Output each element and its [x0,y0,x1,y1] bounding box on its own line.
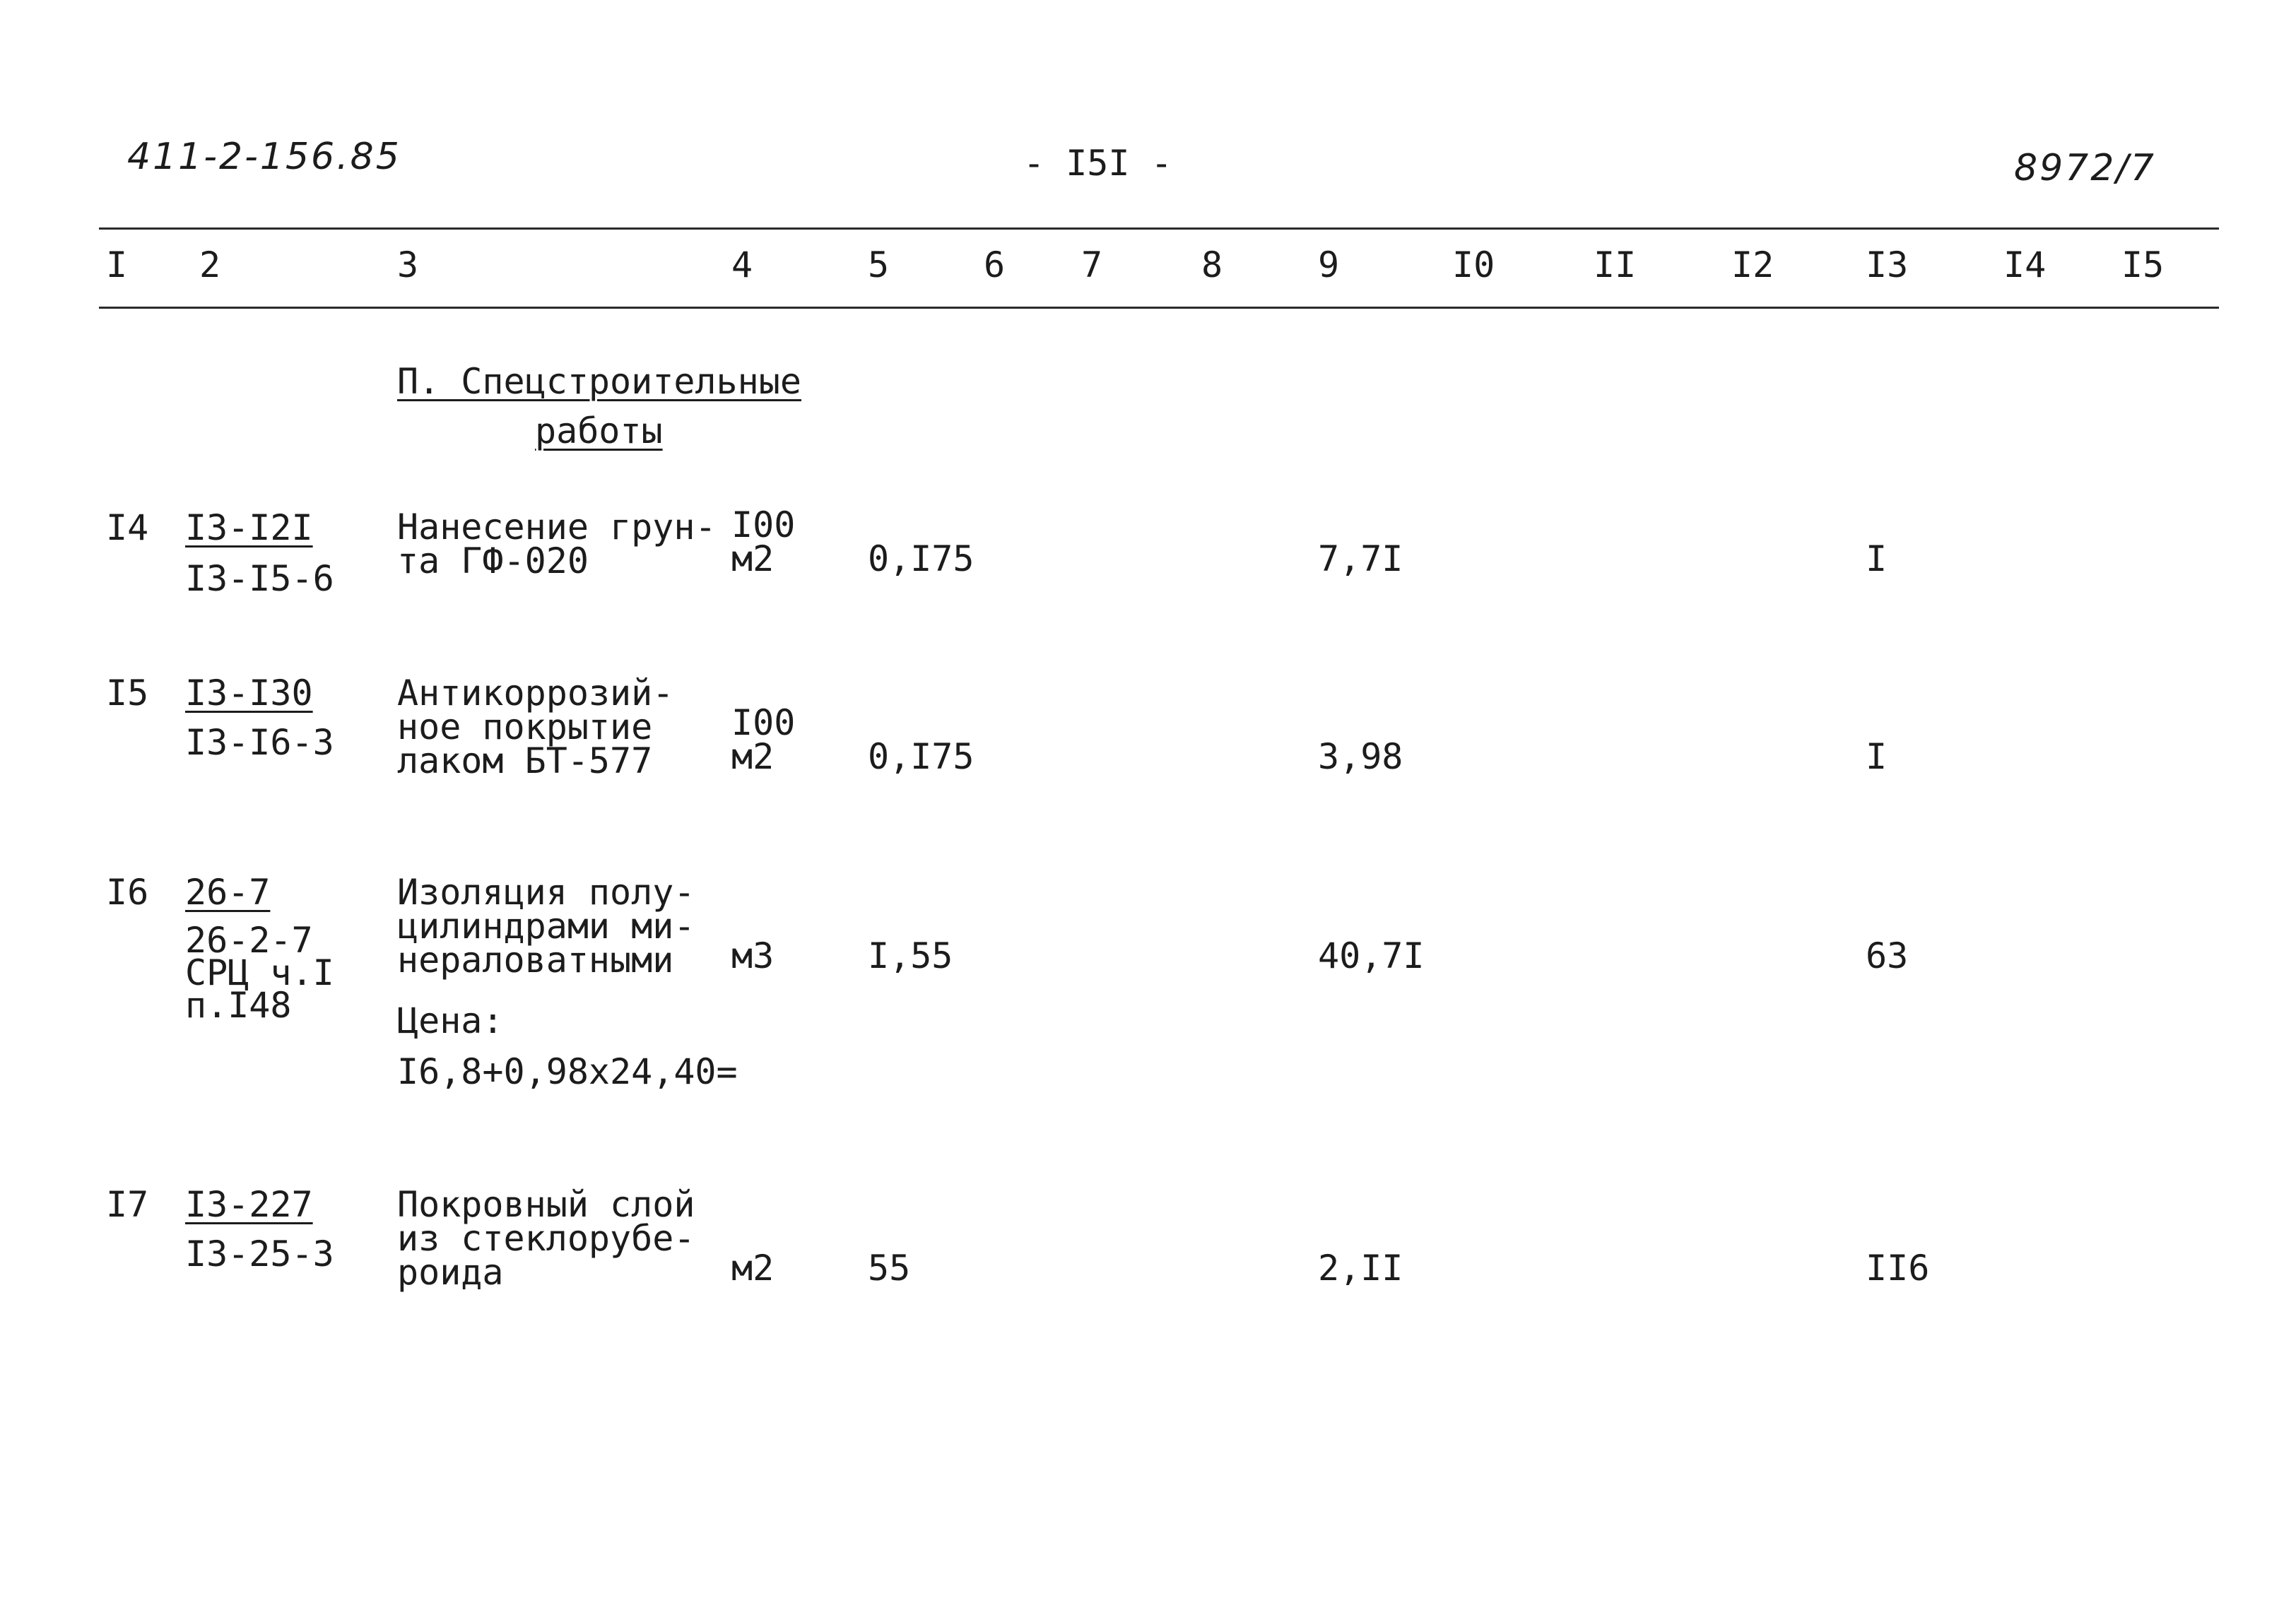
estimate-code: I3-227 [185,1184,313,1225]
row-number: I4 [106,507,149,548]
column-header-13: I3 [1866,244,1909,285]
norm-code: I3-I5-6 [185,558,334,599]
total-cost: I [1866,538,1888,579]
work-description-line: из стеклорубе- [397,1218,695,1259]
unit-price: 2,II [1318,1248,1403,1289]
column-header-7: 7 [1081,244,1103,285]
column-header-3: 3 [397,244,419,285]
header-bottom-rule [99,307,2219,309]
header-top-rule [99,227,2219,230]
work-description-line: нераловатными [397,940,674,981]
unit-line: м2 [731,736,775,777]
unit-line: м2 [731,1248,775,1289]
price-catalogue-ref: СРЦ ч.I [185,952,334,993]
estimate-code: I3-I2I [185,507,313,548]
column-header-6: 6 [984,244,1006,285]
row-number: I7 [106,1184,149,1225]
work-description-line: цилиндрами ми- [397,906,695,947]
column-header-14: I4 [2003,244,2047,285]
unit-line: м2 [731,538,775,579]
work-description-line: Антикоррозий- [397,673,674,714]
column-header-11: II [1594,244,1637,285]
section-title-line1: П. Спецстроительные [397,361,801,402]
work-description-line: Покровный слой [397,1184,695,1225]
column-header-15: I5 [2121,244,2165,285]
price-note-label: Цена: [397,1000,504,1041]
quantity: 55 [868,1248,911,1289]
unit-line: м3 [731,935,775,976]
total-cost: I [1866,736,1888,777]
price-catalogue-item: п.I48 [185,985,292,1026]
unit-line: I00 [731,702,796,743]
column-header-5: 5 [868,244,890,285]
unit-price: 3,98 [1318,736,1403,777]
work-description-line: лаком БТ-577 [397,740,653,781]
column-header-8: 8 [1201,244,1223,285]
work-description-line: та ГФ-020 [397,540,589,581]
estimate-code: 26-7 [185,872,271,913]
norm-code: I3-25-3 [185,1234,334,1274]
column-header-10: I0 [1452,244,1495,285]
column-header-2: 2 [199,244,221,285]
page-number: - I5I - [1023,143,1172,184]
work-description-line: ное покрытие [397,706,653,747]
work-description-line: Нанесение грун- [397,507,717,548]
quantity: 0,I75 [868,538,975,579]
estimate-code: I3-I30 [185,673,313,714]
sheet-reference: 8972/7 [2014,147,2156,189]
quantity: 0,I75 [868,736,975,777]
row-number: I5 [106,673,149,714]
norm-code: 26-2-7 [185,920,313,961]
work-description-line: роида [397,1252,504,1293]
column-header-9: 9 [1318,244,1340,285]
row-number: I6 [106,872,149,913]
total-cost: 63 [1866,935,1909,976]
unit-price: 7,7I [1318,538,1403,579]
column-header-12: I2 [1731,244,1774,285]
section-title-line2: работы [535,410,663,451]
quantity: I,55 [868,935,953,976]
unit-price: 40,7I [1318,935,1425,976]
column-header-1: I [106,244,128,285]
column-header-4: 4 [731,244,753,285]
price-note-formula: I6,8+0,98х24,40= [397,1051,738,1092]
work-description-line: Изоляция полу- [397,872,695,913]
total-cost: II6 [1866,1248,1930,1289]
norm-code: I3-I6-3 [185,722,334,763]
document-code: 411-2-156.85 [127,136,401,178]
unit-line: I00 [731,504,796,545]
